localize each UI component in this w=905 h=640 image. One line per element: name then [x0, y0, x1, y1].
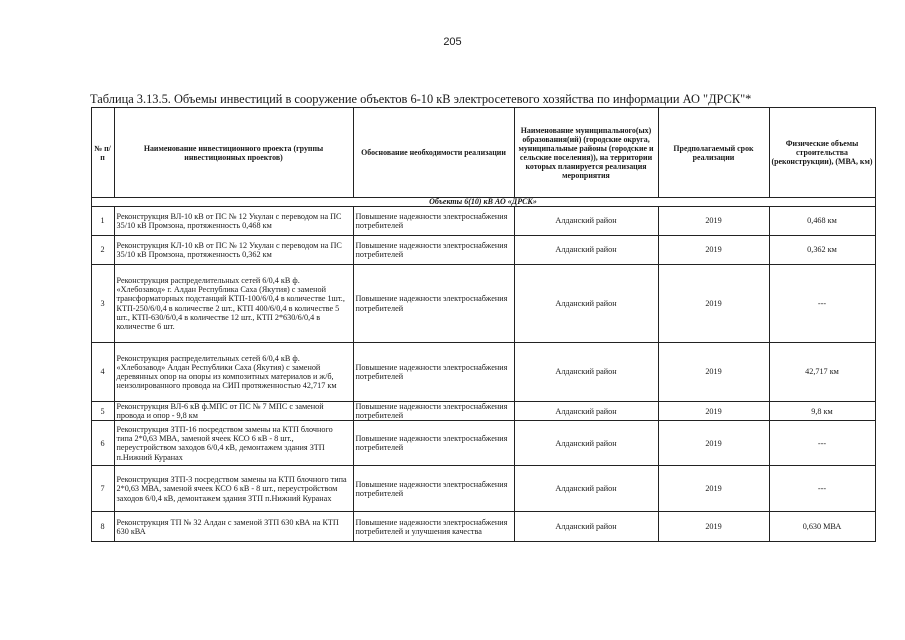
row-project: Реконструкция ВЛ-6 кВ ф.МПС от ПС № 7 МПС с заменой провода и опор - 9,8 км — [114, 402, 353, 421]
row-number: 7 — [91, 466, 114, 512]
row-project: Реконструкция распределительных сетей 6/0,4 кВ ф. «Хлебозавод» Алдан Республики Саха (Якутия) с заменой деревянных опор на опоры из композитных материалов и ж/б, неизолированного провода на СИП протяженностью 42,717 км — [114, 343, 353, 402]
row-year: 2019 — [658, 421, 769, 466]
page-number: 205 — [443, 36, 462, 48]
row-year: 2019 — [658, 236, 769, 265]
table-row — [87, 402, 875, 421]
row-municipality: Алданский район — [514, 265, 658, 343]
table-row — [87, 343, 875, 402]
header-justification: Обоснование необходимости реализации — [353, 108, 514, 198]
row-year: 2019 — [658, 512, 769, 542]
header-volume: Физические объемы строительства (реконструкции), (МВА, км) — [769, 108, 875, 198]
header-municipality: Наименование муниципального(ых) образования(ий) (городские округа, муниципальные районы (городские и сельские поселения)), на территории которых планируется реализация мероприятия — [514, 108, 658, 198]
row-year: 2019 — [658, 207, 769, 236]
row-number: 3 — [91, 265, 114, 343]
table-row — [87, 236, 875, 265]
table-row — [87, 466, 875, 512]
table-row — [87, 421, 875, 466]
table-header-row — [87, 108, 875, 198]
header-term: Предполагаемый срок реализации — [658, 108, 769, 198]
row-municipality: Алданский район — [514, 512, 658, 542]
row-volume: --- — [769, 265, 875, 343]
row-municipality: Алданский район — [514, 207, 658, 236]
section-row — [87, 198, 875, 207]
row-project: Реконструкция распределительных сетей 6/0,4 кВ ф. «Хлебозавод» г. Алдан Республика Саха (Якутия) с заменой трансформаторных подстанций КТП-100/6/0,4 в количестве 1шт., КТП-250/6/0,4 в количестве 2 шт., КТП 400/6/0,4 в количестве 5 шт., КТП-630/6/0,4 в количестве 12 шт., КТП 2*630/6/0,4 в количестве 6 шт. — [114, 265, 353, 343]
row-volume: 42,717 км — [769, 343, 875, 402]
row-number: 2 — [91, 236, 114, 265]
row-year: 2019 — [658, 343, 769, 402]
row-municipality: Алданский район — [514, 343, 658, 402]
row-volume: --- — [769, 421, 875, 466]
header-number: № п/п — [91, 108, 114, 198]
section-title: Объекты 6(10) кВ АО «ДРСК» — [91, 198, 875, 207]
row-justification: Повышение надежности электроснабжения потребителей — [353, 236, 514, 265]
table-row — [87, 512, 875, 542]
row-number: 5 — [91, 402, 114, 421]
row-municipality: Алданский район — [514, 421, 658, 466]
row-number: 8 — [91, 512, 114, 542]
row-year: 2019 — [658, 265, 769, 343]
row-justification: Повышение надежности электроснабжения потребителей — [353, 265, 514, 343]
row-year: 2019 — [658, 402, 769, 421]
row-number: 6 — [91, 421, 114, 466]
row-municipality: Алданский район — [514, 466, 658, 512]
row-project: Реконструкция КЛ-10 кВ от ПС № 12 Укулан с переводом на ПС 35/10 кВ Промзона, протяженность 0,362 км — [114, 236, 353, 265]
row-volume: --- — [769, 466, 875, 512]
row-project: Реконструкция ЗТП-16 посредством замены на КТП блочного типа 2*0,63 МВА, заменой ячеек КСО 6 кВ - 8 шт., переустройством заходов 6/0,4 кВ, демонтажем здания ЗТП п.Нижний Куранах — [114, 421, 353, 466]
row-justification: Повышение надежности электроснабжения потребителей — [353, 207, 514, 236]
row-municipality: Алданский район — [514, 236, 658, 265]
row-justification: Повышение надежности электроснабжения потребителей — [353, 343, 514, 402]
header-project: Наименование инвестиционного проекта (группы инвестиционных проектов) — [114, 108, 353, 198]
row-municipality: Алданский район — [514, 402, 658, 421]
row-justification: Повышение надежности электроснабжения потребителей — [353, 402, 514, 421]
row-volume: 0,468 км — [769, 207, 875, 236]
row-project: Реконструкция ЗТП-3 посредством замены на КТП блочного типа 2*0,63 МВА, заменой ячеек КСО 6 кВ - 8 шт., переустройством заходов 6/0,4 кВ, демонтажем здания ЗТП п.Нижний Куранах — [114, 466, 353, 512]
row-justification: Повышение надежности электроснабжения потребителей и улучшения качества — [353, 512, 514, 542]
row-project: Реконструкция ТП № 32 Алдан с заменой ЗТП 630 кВА на КТП 630 кВА — [114, 512, 353, 542]
table-caption: Таблица 3.13.5. Объемы инвестиций в сооружение объектов 6-10 кВ электросетевого хозяйства по информации АО "ДРСК"* — [90, 92, 752, 106]
table-row — [87, 207, 875, 236]
row-number: 1 — [91, 207, 114, 236]
row-number: 4 — [91, 343, 114, 402]
investment-table — [87, 107, 876, 542]
row-project: Реконструкция ВЛ-10 кВ от ПС № 12 Укулан с переводом на ПС 35/10 кВ Промзона, протяженность 0,468 км — [114, 207, 353, 236]
row-justification: Повышение надежности электроснабжения потребителей — [353, 466, 514, 512]
row-year: 2019 — [658, 466, 769, 512]
row-volume: 0,362 км — [769, 236, 875, 265]
table-row — [87, 265, 875, 343]
row-justification: Повышение надежности электроснабжения потребителей — [353, 421, 514, 466]
row-volume: 9,8 км — [769, 402, 875, 421]
row-volume: 0,630 МВА — [769, 512, 875, 542]
